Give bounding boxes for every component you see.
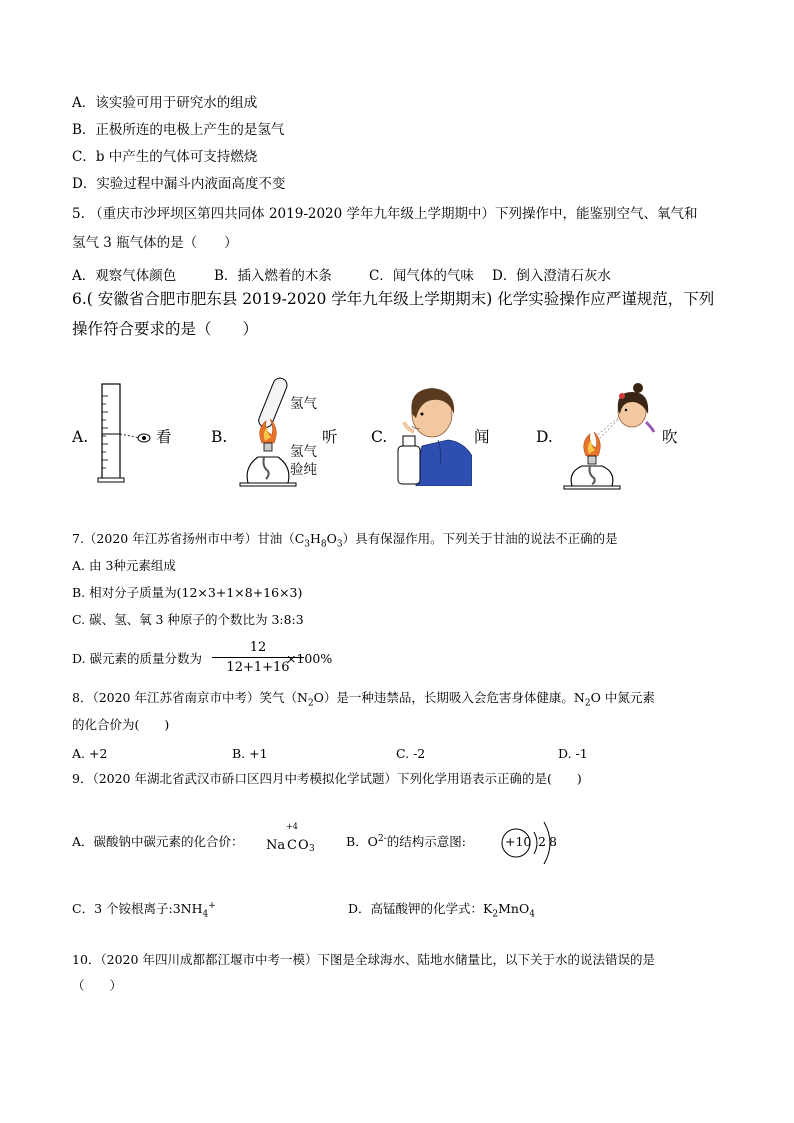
- measuring-cylinder-figure: [96, 382, 156, 484]
- q8-option-b: B. +1: [232, 746, 268, 761]
- q9-stem: 9．（2020 年湖北省武汉市硚口区四月中考模拟化学试题）下列化学用语表示正确的是( ): [72, 771, 582, 786]
- girl-blowing-lamp-figure: [560, 380, 656, 492]
- q5-option-b: B．插入燃着的木条: [214, 268, 332, 284]
- q4-option-b: B．正极所连的电极上产生的是氢气: [72, 122, 285, 138]
- q6-stem-line1: 6.( 安徽省合肥市肥东县 2019-2020 学年九年级上学期期末) 化学实验操作应严谨规范，下列: [72, 290, 715, 308]
- q7-option-b: B. 相对分子质量为(12×3+1×8+16×3): [72, 585, 303, 600]
- q8-option-d: D. -1: [558, 746, 588, 761]
- q10-stem-line2: （ ）: [72, 978, 123, 993]
- q6-option-b-label: B.: [211, 428, 228, 446]
- q9-option-d: D．高锰酸钾的化学式：$K_2MnO_4$: [348, 901, 535, 920]
- q8-stem-line2: 的化合价为( ): [72, 717, 170, 732]
- q4-option-c: C．b 中产生的气体可支持燃烧: [72, 149, 258, 165]
- q6-option-d-word: 吹: [662, 428, 678, 446]
- q6-option-b-word: 听: [322, 428, 338, 446]
- q5-stem-line2: 氢气 3 瓶气体的是（ ）: [72, 235, 238, 251]
- q6-option-c-word: 闻: [474, 428, 490, 446]
- q9-b-shell-2: 8: [549, 834, 557, 849]
- q5-option-a: A．观察气体颜色: [72, 268, 177, 284]
- q6-option-d-label: D.: [536, 428, 553, 446]
- q9-b-nucleus: +10: [505, 834, 532, 849]
- q8-stem-line1: 8．（2020 年江苏省南京市中考）笑气$(N_2O)$是一种违禁品，长期吸入会危害身体健康。$N_2O$ 中氮元素: [72, 690, 655, 709]
- q7-option-c: C. 碳、氢、氧 3 种原子的个数比为 3:8:3: [72, 612, 304, 627]
- q9-b-shell-1: 2: [538, 834, 546, 849]
- q9-option-b-text: B．$O^{2-}$的结构示意图:: [346, 833, 466, 849]
- q7-stem: 7.（2020 年江苏省扬州市中考）甘油$(C_3H_8O_3)$具有保湿作用。下列关于甘油的说法不正确的是: [72, 531, 618, 550]
- q8-option-c: C. -2: [396, 746, 426, 761]
- fraction-denominator: 12+1+16: [226, 660, 290, 675]
- boy-smelling-bottle-figure: [392, 384, 472, 486]
- q9-option-c: C．3 个铵根离子$:3NH_4^+$: [72, 900, 216, 920]
- q6-b-lamp-label-1: 氢气: [290, 444, 317, 460]
- q8-option-a: A. +2: [72, 746, 108, 761]
- q6-option-c-label: C.: [371, 428, 388, 446]
- q6-b-lamp-label-2: 验纯: [290, 462, 317, 478]
- q7-option-d-suffix: ×100%: [286, 651, 333, 666]
- q7-option-a: A. 由 3种元素组成: [72, 558, 176, 573]
- q6-option-a-word: 看: [156, 428, 172, 446]
- q4-option-a: A．该实验可用于研究水的组成: [72, 95, 258, 111]
- q7-option-d-prefix: D. 碳元素的质量分数为: [72, 651, 203, 666]
- q4-option-d: D．实验过程中漏斗内液面高度不变: [72, 176, 286, 192]
- q5-option-c: C．闻气体的气味: [369, 268, 474, 284]
- q6-b-tube-label: 氢气: [290, 396, 317, 412]
- q9-option-a-text: A．碳酸钠中碳元素的化合价：: [72, 834, 244, 849]
- q6-stem-line2: 操作符合要求的是（ ）: [72, 320, 259, 338]
- q5-stem-line1: 5. （重庆市沙坪坝区第四共同体 2019-2020 学年九年级上学期期中）下列操作中，能鉴别空气、氧气和: [72, 206, 698, 222]
- q6-option-a-label: A.: [72, 428, 89, 446]
- q10-stem-line1: 10．（2020 年四川成都都江堰市中考一模）下图是全球海水、陆地水储量比，以下关于水的说法错误的是: [72, 952, 655, 967]
- fraction-numerator: 12: [249, 640, 267, 655]
- q5-option-d: D．倒入澄清石灰水: [492, 268, 611, 284]
